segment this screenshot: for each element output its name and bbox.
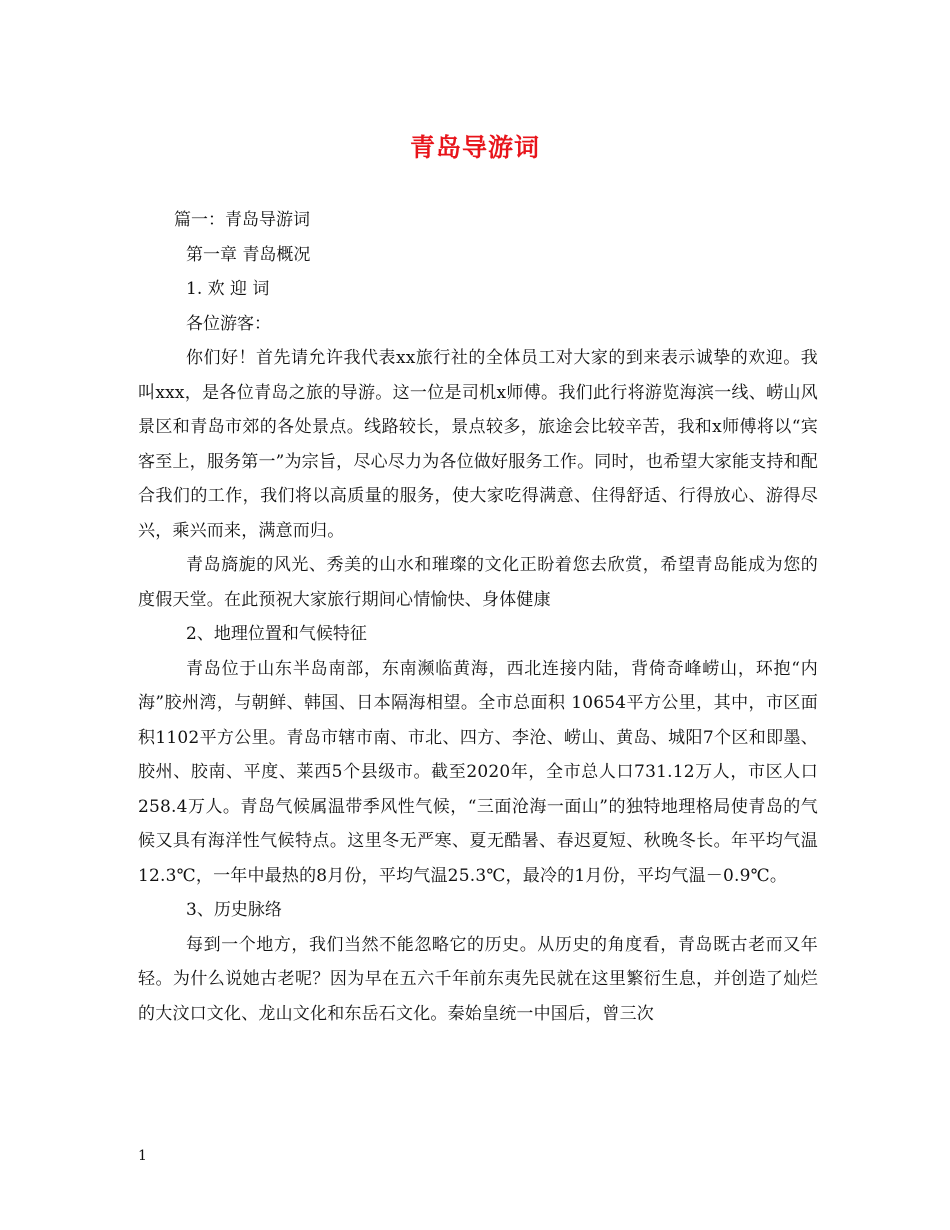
salutation: 各位游客： [186, 313, 271, 334]
paragraph: 青岛位于山东半岛南部，东南濒临黄海，西北连接内陆，背倚奇峰崂山，环抱“内海”胶州湾，与朝鲜、韩国、日本隔海相望。全市总面积 10654平方公里，其中，市区面积1102平方公里。青岛市辖市南、市北、四方、李沧、崂山、黄岛、城阳7个区和即墨、胶州、胶南、平度、莱西5个县级市。截至2020年，全市总人口731.12万人，市区人口258.4万人。青岛气候属温带季风性气候，“三面沧海一面山”的独特地理格局使青岛的气候又具有海洋性气候特点。这里冬无严寒、夏无酷暑、春迟夏短、秋晚冬长。年平均气温12.3℃，一年中最热的8月份，平均气温25.3℃，最冷的1月份，平均气温－0.9℃。 [138, 658, 818, 886]
subsection-heading: 3、历史脉络 [186, 900, 282, 920]
document-body [138, 203, 818, 1031]
paragraph: 青岛旖旎的风光、秀美的山水和璀璨的文化正盼着您去欣赏，希望青岛能成为您的度假天堂。在此预祝大家旅行期间心情愉快、身体健康 [138, 555, 818, 610]
subsection-heading: 1. 欢 迎 词 [186, 279, 270, 299]
paragraph: 每到一个地方，我们当然不能忽略它的历史。从历史的角度看，青岛既古老而又年轻。为什么说她古老呢？因为早在五六千年前东夷先民就在这里繁衍生息，并创造了灿烂的大汶口文化、龙山文化和东岳石文化。秦始皇统一中国后，曾三次 [138, 934, 818, 1024]
page-number: 1 [138, 1148, 147, 1164]
document-title: 青岛导游词 [409, 133, 540, 162]
chapter-heading: 第一章 青岛概况 [186, 244, 311, 265]
subsection-heading: 2、地理位置和气候特征 [186, 624, 367, 644]
section-heading: 篇一：青岛导游词 [174, 210, 310, 230]
paragraph: 你们好！首先请允许我代表xx旅行社的全体员工对大家的到来表示诚挚的欢迎。我叫xxx，是各位青岛之旅的导游。这一位是司机x师傅。我们此行将游览海滨一线、崂山风景区和青岛市郊的各处景点。线路较长，景点较多，旅途会比较辛苦，我和x师傅将以“宾客至上，服务第一”为宗旨，尽心尽力为各位做好服务工作。同时，也希望大家能支持和配合我们的工作，我们将以高质量的服务，使大家吃得满意、住得舒适、行得放心、游得尽兴，乘兴而来，满意而归。 [138, 348, 818, 541]
